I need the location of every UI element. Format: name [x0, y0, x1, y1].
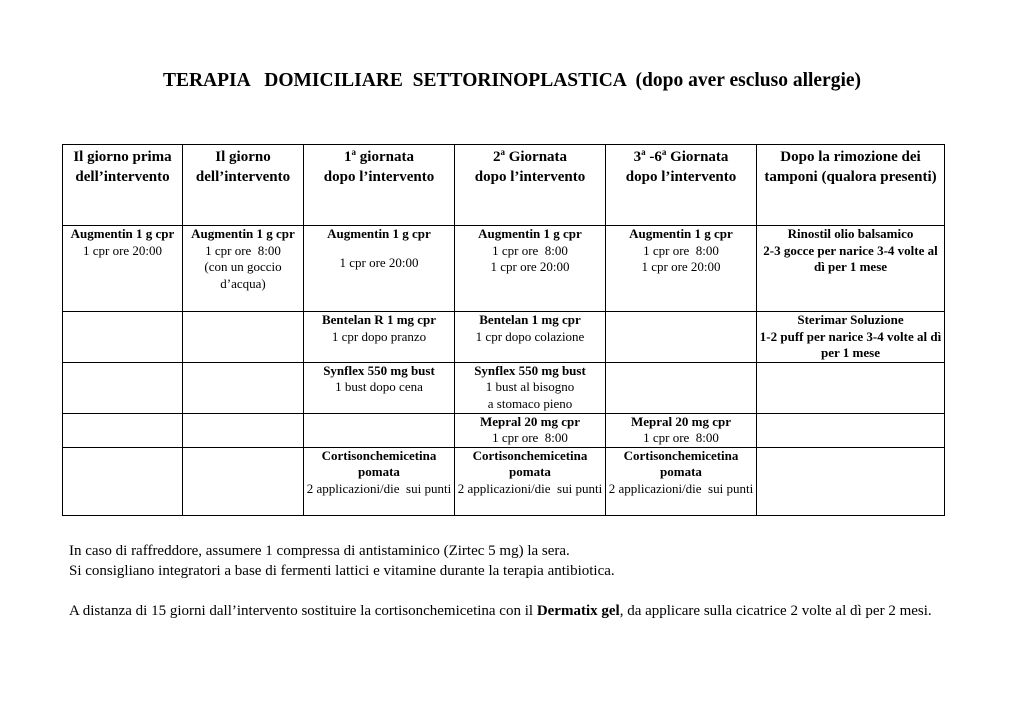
table-cell	[757, 447, 945, 515]
header-day-1-num: 1	[344, 149, 352, 165]
dosage-instructions: 1-2 puff per narice 3-4 volte al dì per 1 mese	[759, 328, 942, 360]
drug-name: Cortisonchemicetina pomata	[321, 447, 437, 479]
dosage-line: 1 cpr dopo colazione	[475, 328, 585, 344]
header-day-1-sup: a	[351, 147, 357, 157]
table-row	[63, 447, 945, 515]
table-cell	[183, 413, 304, 447]
dosage-line: 1 cpr ore 20:00	[490, 259, 570, 274]
note-cold: In caso di raffreddore, assumere 1 compressa di antistaminico (Zirtec 5 mg) la sera.	[69, 543, 570, 559]
note-dermatix-product: Dermatix gel	[536, 603, 620, 619]
drug-name: Cortisonchemicetina pomata	[472, 447, 588, 479]
header-day-1	[304, 145, 455, 226]
table-cell	[757, 226, 945, 312]
header-day-1-line2: dopo l’intervento	[323, 168, 435, 185]
table-cell	[304, 312, 455, 363]
table-cell	[606, 312, 757, 363]
dosage-line: 1 cpr ore 20:00	[82, 242, 163, 258]
table-row	[63, 312, 945, 363]
dosage-line: 1 cpr dopo pranzo	[331, 328, 427, 344]
header-day-2-line2: dopo l’intervento	[474, 168, 586, 185]
table-cell	[757, 413, 945, 447]
dosage-line: 2 applicazioni/die sui punti	[457, 480, 603, 496]
drug-name: Mepral 20 mg cpr	[479, 413, 580, 429]
header-row	[63, 145, 945, 226]
header-after-packing: Dopo la rimozione dei tamponi (qualora presenti)	[757, 145, 945, 226]
drug-name: Augmentin 1 g cpr	[478, 226, 582, 241]
page-title: TERAPIA DOMICILIARE SETTORINOPLASTICA (dopo aver escluso allergie)	[162, 70, 862, 91]
dosage-line: (con un goccio d’acqua)	[204, 259, 285, 291]
table-cell	[455, 447, 606, 515]
table-row	[63, 226, 945, 312]
header-day-2-rest: Giornata	[504, 149, 568, 165]
dosage-line: 1 cpr ore 20:00	[641, 259, 721, 274]
header-day-2-sup: a	[500, 147, 505, 157]
table-cell	[183, 362, 304, 413]
table-cell	[606, 447, 757, 515]
drug-name: Bentelan 1 mg cpr	[479, 312, 581, 327]
dosage-line: 1 cpr ore 20:00	[339, 254, 419, 270]
note-supplements: Si consigliano integratori a base di fermenti lattici e vitamine durante la terapia antibiotica.	[69, 563, 615, 579]
drug-name: Rinostil olio balsamico	[787, 226, 914, 241]
table-cell	[455, 312, 606, 363]
drug-name: Augmentin 1 g cpr	[629, 226, 733, 241]
header-day-3-6-sup2: a	[661, 147, 667, 157]
note-dermatix-post: , da applicare sulla cicatrice 2 volte al dì per 2 mesi.	[619, 603, 932, 619]
dosage-instructions: 2-3 gocce per narice 3-4 volte al dì per 1 mese	[763, 242, 938, 274]
therapy-table	[62, 144, 945, 516]
table-row	[63, 413, 945, 447]
drug-name: Augmentin 1 g cpr	[327, 226, 431, 241]
dosage-line: 1 bust al bisogno	[485, 379, 575, 394]
table-cell	[304, 447, 455, 515]
header-day-3-6-mid: -6	[645, 149, 662, 165]
drug-name: Synflex 550 mg bust	[323, 362, 435, 378]
drug-name: Bentelan R 1 mg cpr	[321, 312, 437, 327]
table-cell	[183, 226, 304, 312]
header-day-2	[455, 145, 606, 226]
header-day-3-6-line2: dopo l’intervento	[625, 168, 737, 185]
table-cell	[455, 226, 606, 312]
table-cell	[63, 226, 183, 312]
table-cell	[183, 312, 304, 363]
note-dermatix	[69, 601, 949, 621]
dosage-line: 1 cpr ore 8:00	[643, 430, 719, 445]
table-cell	[63, 413, 183, 447]
drug-name: Sterimar Soluzione	[797, 312, 904, 327]
dosage-line: 1 cpr ore 8:00	[492, 242, 568, 258]
table-cell	[183, 447, 304, 515]
table-cell	[455, 362, 606, 413]
drug-name: Augmentin 1 g cpr	[70, 226, 175, 241]
table-cell	[606, 413, 757, 447]
drug-name: Synflex 550 mg bust	[474, 362, 586, 378]
table-cell	[63, 312, 183, 363]
drug-name: Mepral 20 mg cpr	[630, 413, 731, 429]
notes	[69, 541, 949, 621]
dosage-line: 2 applicazioni/die sui punti	[306, 480, 452, 496]
table-cell	[304, 413, 455, 447]
table-cell	[304, 226, 455, 312]
dosage-line: 1 cpr ore 8:00	[643, 242, 719, 258]
header-surgery-day: Il giorno dell’intervento	[183, 145, 304, 226]
dosage-line: a stomaco pieno	[487, 395, 573, 411]
dosage-line: 1 bust dopo cena	[335, 379, 423, 394]
table-cell	[606, 226, 757, 312]
table-cell	[757, 362, 945, 413]
drug-name: Augmentin 1 g cpr	[191, 226, 295, 241]
header-day-1-rest: giornata	[356, 149, 414, 165]
table-cell	[63, 447, 183, 515]
table-cell	[757, 312, 945, 363]
header-day-2-num: 2	[492, 149, 501, 165]
note-dermatix-pre: A distanza di 15 giorni dall’intervento sostituire la cortisonchemicetina con il	[69, 603, 537, 619]
table-row	[63, 362, 945, 413]
dosage-line: 1 cpr ore 8:00	[492, 430, 568, 445]
header-day-3-6	[606, 145, 757, 226]
header-day-3-6-num: 3	[633, 149, 642, 165]
therapy-body	[63, 226, 945, 516]
table-cell	[606, 362, 757, 413]
header-day-3-6-rest: Giornata	[666, 149, 729, 165]
drug-name: Cortisonchemicetina pomata	[623, 447, 739, 479]
header-day-3-6-sup: a	[641, 147, 646, 157]
header-day-before: Il giorno prima dell’intervento	[63, 145, 183, 226]
table-cell	[304, 362, 455, 413]
dosage-line: 2 applicazioni/die sui punti	[608, 480, 754, 496]
dosage-line: 1 cpr ore 8:00	[205, 242, 281, 258]
table-cell	[455, 413, 606, 447]
table-cell	[63, 362, 183, 413]
